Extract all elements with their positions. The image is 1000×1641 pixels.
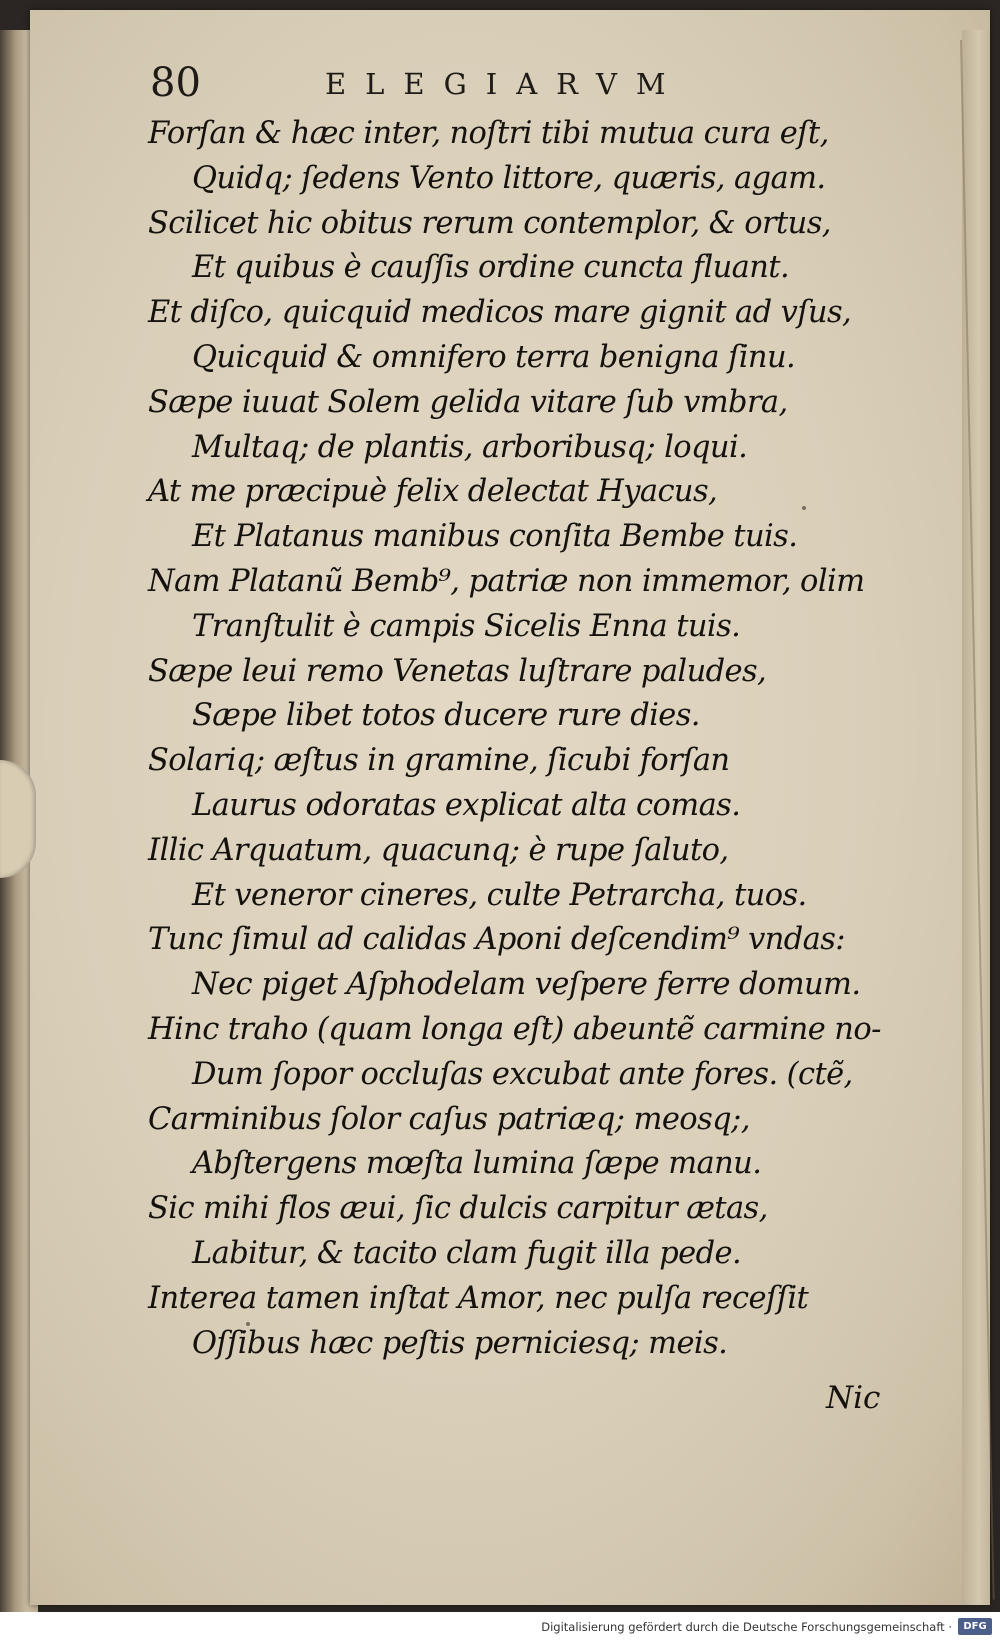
verse-line: Carminibus ſolor caſus patriæq; meosq;, bbox=[148, 1101, 750, 1137]
verse-line: Sæpe libet totos ducere rure dies. bbox=[192, 698, 700, 734]
verse-line: Sæpe leui remo Venetas luſtrare paludes, bbox=[148, 653, 767, 689]
verse-line: Quidq; ſedens Vento littore, quæris, agam. bbox=[192, 160, 826, 196]
verse-line: Quicquid & omnifero terra benigna ſinu. bbox=[192, 339, 796, 375]
verse-line: Laurus odoratas explicat alta comas. bbox=[192, 787, 741, 823]
verse-line: Illic Arquatum, quacunq; è rupe ſaluto, bbox=[148, 832, 729, 868]
verse-line: Abſtergens mœſta lumina ſæpe manu. bbox=[192, 1146, 762, 1182]
verse-line: Sæpe iuuat Solem gelida vitare ſub vmbra, bbox=[148, 384, 788, 420]
verse-text-block bbox=[148, 112, 908, 1366]
verse-line: Et veneror cineres, culte Petrarcha, tuos. bbox=[192, 877, 807, 913]
verse-line: Et Platanus manibus conſita Bembe tuis. bbox=[192, 519, 798, 555]
verse-line: Nam Platanũ Bemb⁹, patriæ non immemor, olim bbox=[148, 563, 865, 599]
verse-line: Et diſco, quicquid medicos mare gignit ad vſus, bbox=[148, 295, 852, 331]
page-number: 80 bbox=[150, 60, 201, 106]
verse-line: Sic mihi flos æui, ſic dulcis carpitur ætas, bbox=[148, 1191, 768, 1227]
dfg-logo: DFG bbox=[958, 1618, 992, 1635]
verse-line: Scilicet hic obitus rerum contemplor, & ortus, bbox=[148, 205, 831, 241]
verse-line: Tranſtulit è campis Sicelis Enna tuis. bbox=[192, 608, 741, 644]
thumb-tab bbox=[0, 760, 36, 878]
verse-line: Oſſibus hæc peſtis perniciesq; meis. bbox=[192, 1325, 728, 1361]
verse-line: At me præcipuè felix delectat Hyacus, bbox=[148, 474, 718, 510]
verse-line: Solariq; æſtus in gramine, ſicubi forſan bbox=[148, 743, 730, 779]
verse-line: Interea tamen inſtat Amor, nec pulſa receſſit bbox=[148, 1280, 809, 1316]
verse-line: Labitur, & tacito clam fugit illa pede. bbox=[192, 1235, 742, 1271]
verse-line: Hinc traho (quam longa eſt) abeuntẽ carmine no- bbox=[148, 1011, 881, 1047]
running-title: ELEGIARVM bbox=[325, 67, 685, 101]
funding-credit: Digitalisierung gefördert durch die Deutsche Forschungsgemeinschaft · bbox=[541, 1620, 952, 1634]
verse-line: Multaq; de plantis, arboribusq; loqui. bbox=[192, 429, 748, 465]
verse-line: Dum ſopor occluſas excubat ante fores. (ctẽ, bbox=[192, 1056, 853, 1092]
catchword: Nic bbox=[826, 1380, 881, 1416]
verse-line: Tunc ſimul ad calidas Aponi deſcendim⁹ vndas: bbox=[148, 922, 845, 958]
verse-line: Nec piget Aſphodelam veſpere ferre domum. bbox=[192, 967, 861, 1003]
verse-line: Et quibus è cauſſis ordine cuncta fluant. bbox=[192, 250, 790, 286]
verse-line: Forſan & hæc inter, noſtri tibi mutua cura eſt, bbox=[148, 116, 829, 151]
running-head bbox=[150, 58, 750, 108]
